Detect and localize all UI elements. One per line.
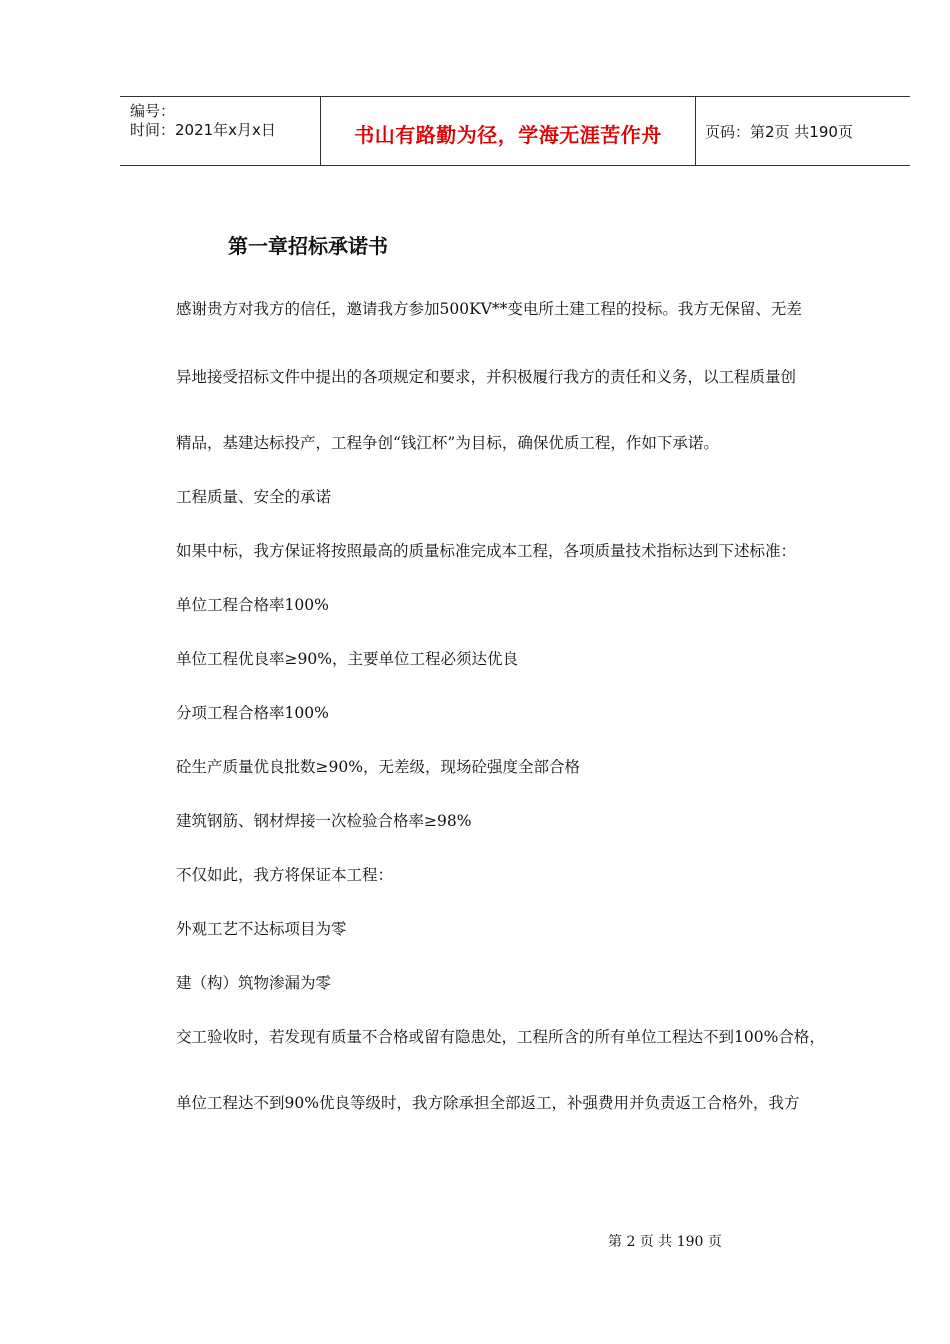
paragraph-line: 如果中标，我方保证将按照最高的质量标准完成本工程，各项质量技术指标达到下述标准： [176, 542, 797, 560]
paragraph-line: 交工验收时，若发现有质量不合格或留有隐患处，工程所含的所有单位工程达不到100%合格， [176, 1028, 825, 1046]
paragraph-line: 单位工程达不到90%优良等级时，我方除承担全部返工，补强费用并负责返工合格外，我方 [176, 1094, 800, 1112]
header-meta-cell [120, 97, 320, 165]
document-time-label: 时间：2021年x月x日 [130, 121, 276, 139]
page-footer: 第 2 页 共 190 页 [608, 1234, 722, 1250]
standard-item: 单位工程合格率100% [176, 596, 329, 614]
standard-item: 单位工程优良率≥90%，主要单位工程必须达优良 [176, 650, 518, 668]
paragraph-line: 感谢贵方对我方的信任，邀请我方参加500KV**变电所土建工程的投标。我方无保留、无差 [176, 300, 802, 318]
document-number-label: 编号： [130, 102, 176, 120]
paragraph-line: 异地接受招标文件中提出的各项规定和要求，并积极履行我方的责任和义务，以工程质量创 [176, 368, 797, 386]
paragraph-line: 精品，基建达标投产，工程争创“钱江杯”为目标，确保优质工程，作如下承诺。 [176, 434, 719, 452]
header-page-number: 页码：第2页 共190页 [705, 123, 853, 141]
standard-item: 砼生产质量优良批数≥90%，无差级，现场砼强度全部合格 [176, 758, 580, 776]
paragraph-line: 不仅如此，我方将保证本工程： [176, 866, 394, 884]
header-motto: 书山有路勤为径，学海无涯苦作舟 [354, 123, 662, 147]
header-page-cell [695, 97, 910, 165]
standard-item: 分项工程合格率100% [176, 704, 329, 722]
chapter-title: 第一章招标承诺书 [228, 234, 388, 258]
header-motto-cell [320, 97, 696, 165]
guarantee-item: 外观工艺不达标项目为零 [176, 920, 347, 938]
page-header [120, 96, 910, 166]
standard-item: 建筑钢筋、钢材焊接一次检验合格率≥98% [176, 812, 472, 830]
section-heading: 工程质量、安全的承诺 [176, 488, 332, 506]
guarantee-item: 建（构）筑物渗漏为零 [176, 974, 332, 992]
